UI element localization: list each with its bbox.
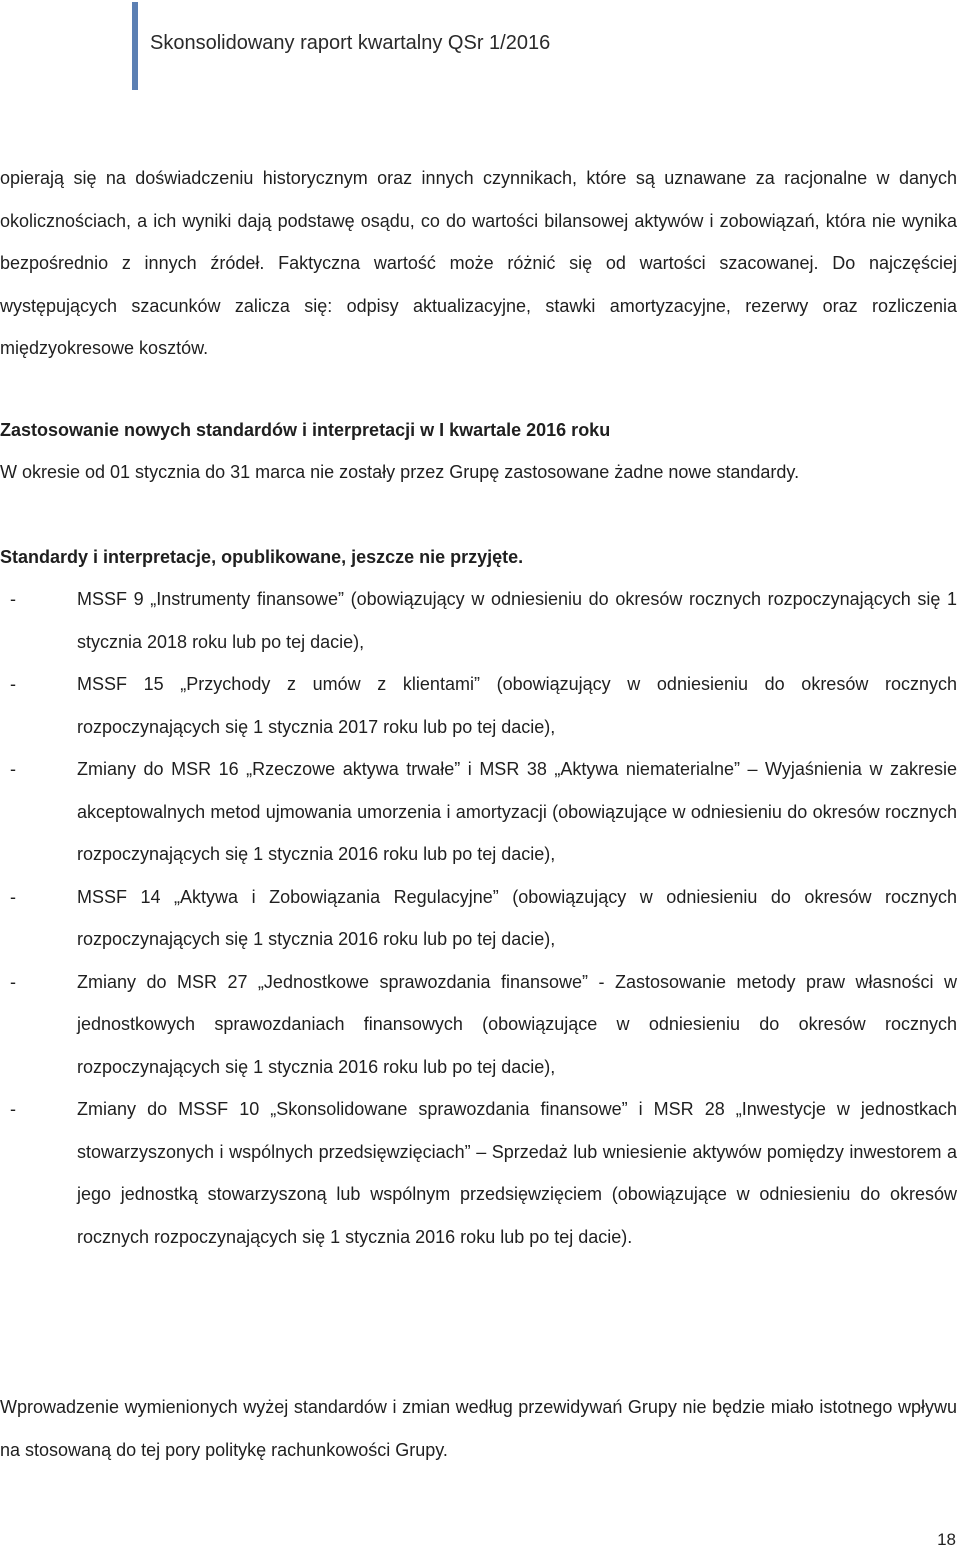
list-item bbox=[0, 748, 957, 876]
list-dash: - bbox=[10, 674, 16, 694]
page-number: 18 bbox=[937, 1530, 956, 1549]
list-item-text: Zmiany do MSR 27 „Jednostkowe sprawozdania finansowe” - Zastosowanie metody praw własności w jednostkowych sprawozdaniach finansowych (obowiązujące w odniesieniu do okresów rocznych rozpoczynających się 1 stycznia 2016 roku lub po tej dacie), bbox=[77, 971, 957, 1077]
list-item-text: MSSF 15 „Przychody z umów z klientami” (obowiązujący w odniesieniu do okresów rocznych rozpoczynających się 1 stycznia 2017 roku lub po tej dacie), bbox=[77, 674, 957, 737]
section-heading-new-standards: Zastosowanie nowych standardów i interpretacji w I kwartale 2016 roku bbox=[0, 420, 611, 440]
closing-paragraph-block bbox=[0, 1386, 957, 1471]
intro-paragraph: opierają się na doświadczeniu historycznym oraz innych czynnikach, które są uznawane za racjonalne w danych okolicznościach, a ich wyniki dają podstawę osądu, co do wartości bilansowej aktywów i zobowiązań, która nie wynika bezpośrednio z innych źródeł. Faktyczna wartość może różnić się od wartości szacowanej. Do najczęściej występujących szacunków zalicza się: odpisy aktualizacyjne, stawki amortyzacyjne, rezerwy oraz rozliczenia międzyokresowe kosztów. bbox=[0, 168, 957, 358]
header-accent-bar bbox=[132, 2, 138, 90]
intro-paragraph-block bbox=[0, 157, 957, 370]
list-item bbox=[0, 578, 957, 663]
list-dash: - bbox=[10, 589, 16, 609]
list-dash: - bbox=[10, 759, 16, 779]
closing-paragraph: Wprowadzenie wymienionych wyżej standardów i zmian według przewidywań Grupy nie będzie miało istotnego wpływu na stosowaną do tej pory politykę rachunkowości Grupy. bbox=[0, 1397, 957, 1460]
list-item bbox=[0, 876, 957, 961]
list-item bbox=[0, 961, 957, 1089]
section-heading-unadopted-standards: Standardy i interpretacje, opublikowane, jeszcze nie przyjęte. bbox=[0, 547, 524, 567]
standards-list bbox=[0, 578, 957, 1258]
list-item-text: MSSF 9 „Instrumenty finansowe” (obowiązujący w odniesieniu do okresów rocznych rozpoczynających się 1 stycznia 2018 roku lub po tej dacie), bbox=[77, 589, 957, 652]
list-item bbox=[0, 663, 957, 748]
list-dash: - bbox=[10, 1099, 16, 1119]
list-item-text: MSSF 14 „Aktywa i Zobowiązania Regulacyjne” (obowiązujący w odniesieniu do okresów rocznych rozpoczynających się 1 stycznia 2016 roku lub po tej dacie), bbox=[77, 886, 957, 949]
report-header-title: Skonsolidowany raport kwartalny QSr 1/2016 bbox=[150, 32, 551, 54]
list-dash: - bbox=[10, 886, 16, 907]
list-dash: - bbox=[10, 971, 16, 992]
section-text-new-standards: W okresie od 01 stycznia do 31 marca nie zostały przez Grupę zastosowane żadne nowe standardy. bbox=[0, 462, 800, 482]
list-item-text: Zmiany do MSSF 10 „Skonsolidowane sprawozdania finansowe” i MSR 28 „Inwestycje w jednostkach stowarzyszonych i wspólnych przedsięwzięciach” – Sprzedaż lub wniesienie aktywów pomiędzy inwestorem a jego jednostką stowarzyszoną lub wspólnym przedsięwzięciem (obowiązujące w odniesieniu do okresów rocznych rozpoczynających się 1 stycznia 2016 roku lub po tej dacie). bbox=[77, 1099, 957, 1247]
list-item bbox=[0, 1088, 957, 1258]
list-item-text: Zmiany do MSR 16 „Rzeczowe aktywa trwałe” i MSR 38 „Aktywa niematerialne” – Wyjaśnienia w zakresie akceptowalnych metod ujmowania umorzenia i amortyzacji (obowiązujące w odniesieniu do okresów rocznych rozpoczynających się 1 stycznia 2016 roku lub po tej dacie), bbox=[77, 759, 957, 864]
